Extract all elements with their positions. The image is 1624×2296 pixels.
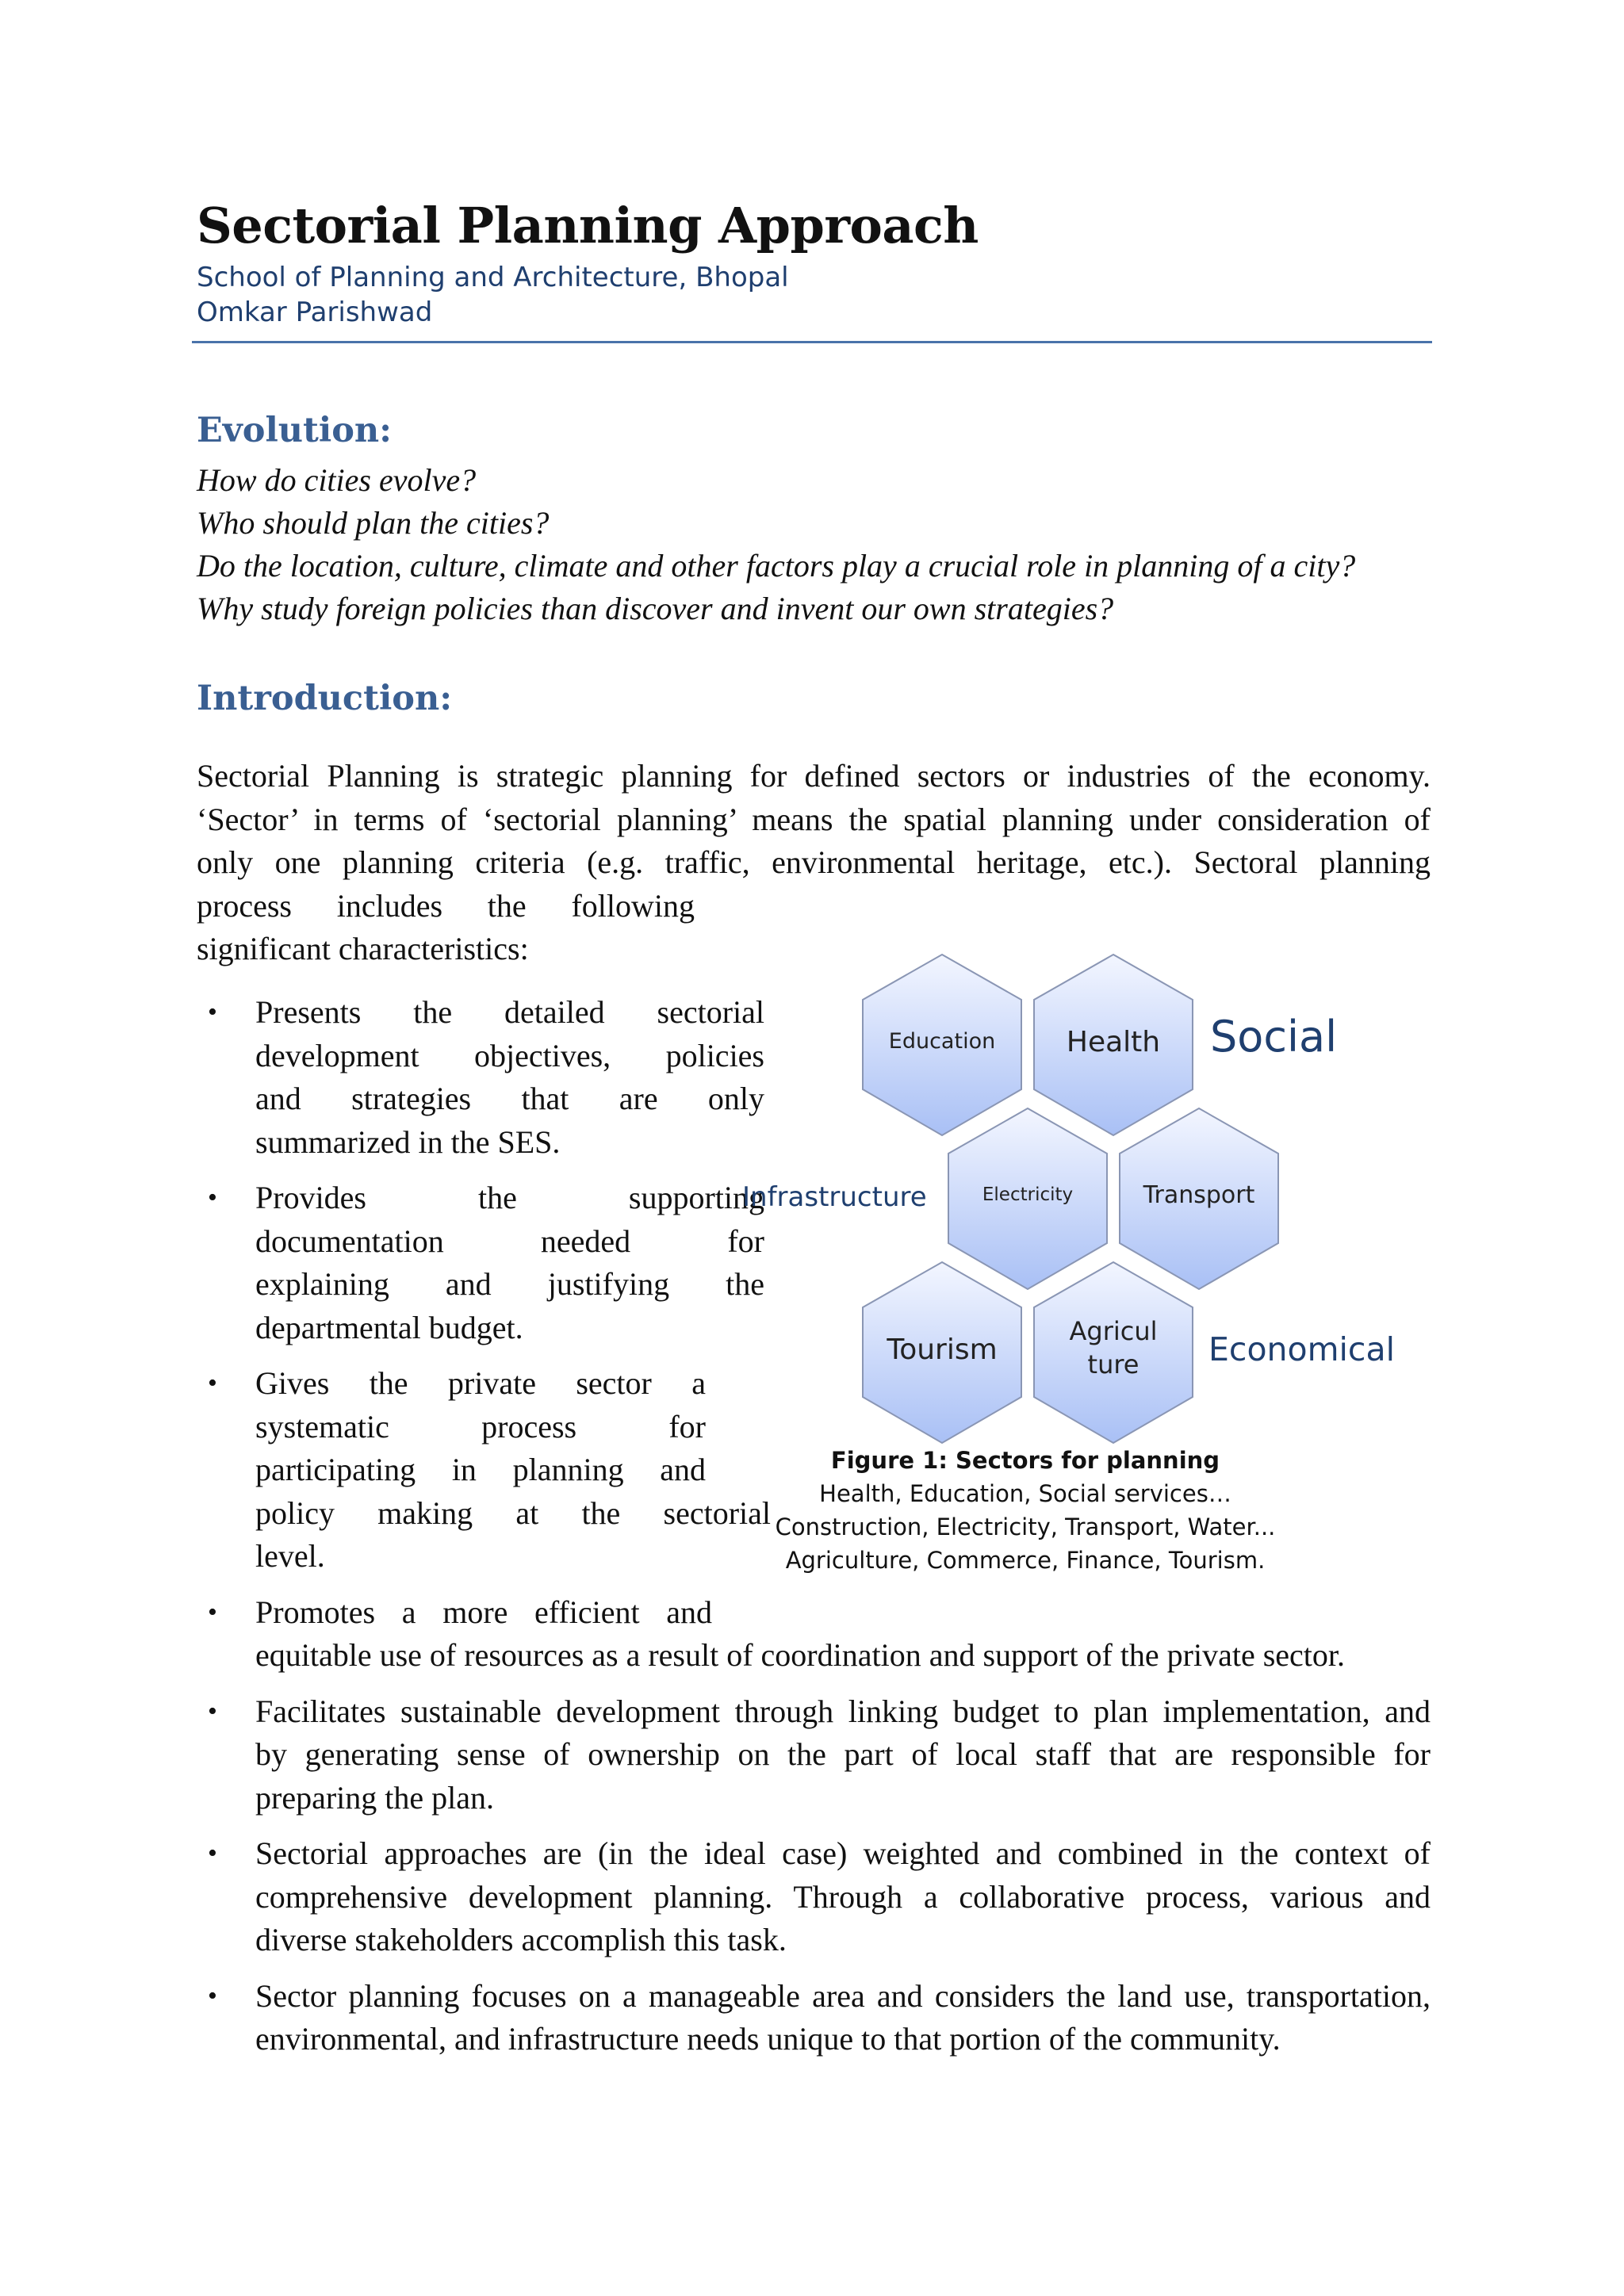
hexagon-label-tourism: Tourism	[887, 1334, 998, 1366]
list-item-line: Gives the private sector a	[255, 1365, 706, 1401]
group-label-social: Social	[1210, 1012, 1338, 1062]
evolution-heading: Evolution:	[197, 411, 393, 450]
institution-line: School of Planning and Architecture, Bhopal	[197, 262, 789, 293]
paragraph-line: only one planning criteria (e.g. traffic, environmental heritage, etc.). Sectoral planning	[197, 844, 1431, 880]
bullet-icon: •	[208, 1183, 217, 1212]
list-item-line: preparing the plan.	[255, 1779, 494, 1816]
evolution-question: How do cities evolve?	[197, 462, 477, 498]
hexagon-label-education: Education	[888, 1029, 996, 1054]
hexagon-label-agriculture: Agricul ture	[1069, 1316, 1158, 1380]
sectors-figure	[742, 947, 1545, 1597]
figure-caption-title: Figure 1: Sectors for planning	[830, 1447, 1220, 1474]
list-item-line: equitable use of resources as a result of coordination and support of the private sector.	[255, 1637, 1346, 1673]
list-item-line: policy making at the sectorial	[255, 1494, 771, 1531]
list-item-line: departmental budget.	[255, 1309, 523, 1345]
list-item	[197, 1690, 1431, 1820]
bullet-icon: •	[208, 997, 217, 1027]
list-item-line: by generating sense of ownership on the part of local staff that are responsible for	[255, 1736, 1431, 1772]
introduction-paragraph	[197, 755, 1431, 971]
list-item-line: and strategies that are only	[255, 1081, 764, 1116]
list-item	[197, 1591, 1431, 1678]
list-item-line: comprehensive development planning. Through a collaborative process, various and	[255, 1878, 1431, 1915]
figure-caption-line: Construction, Electricity, Transport, Water...	[775, 1513, 1276, 1540]
list-item-line: Sectorial approaches are (in the ideal case) weighted and combined in the context of	[255, 1835, 1431, 1871]
list-item-line: systematic process for	[255, 1408, 706, 1445]
paragraph-line: significant characteristics:	[197, 931, 529, 966]
list-item	[197, 991, 764, 1164]
evolution-question: Why study foreign policies than discover and invent our own strategies?	[197, 591, 1114, 626]
hexagon-label-transport: Transport	[1143, 1181, 1255, 1209]
group-label-infrastructure: Infrastructure	[742, 1181, 927, 1213]
paragraph-line: process includes the following	[197, 887, 695, 924]
list-item-line: development objectives, policies	[255, 1037, 764, 1073]
group-label-economical: Economical	[1208, 1330, 1395, 1368]
list-item-line: Facilitates sustainable development through linking budget to plan implementation, and	[255, 1693, 1431, 1729]
list-item-line: summarized in the SES.	[255, 1123, 561, 1160]
header-rule	[192, 341, 1432, 343]
list-item	[197, 1832, 1431, 1962]
list-item-line: Promotes a more efficient and	[255, 1594, 712, 1630]
paragraph-line: Sectorial Planning is strategic planning for defined sectors or industries of the economy.	[197, 758, 1431, 794]
evolution-question: Who should plan the cities?	[197, 505, 550, 541]
list-item	[197, 1177, 764, 1349]
figure-caption-line: Health, Education, Social services…	[819, 1480, 1231, 1507]
bullet-icon: •	[208, 1980, 217, 2011]
list-item-line: diverse stakeholders accomplish this task.	[255, 1922, 787, 1957]
introduction-heading: Introduction:	[197, 679, 453, 718]
list-item-line: explaining and justifying the	[255, 1266, 764, 1302]
evolution-question: Do the location, culture, climate and other factors play a crucial role in planning of a city?	[197, 548, 1356, 584]
list-item-line: Sector planning focuses on a manageable area and considers the land use, transportation,	[255, 1977, 1431, 2014]
document-title: Sectorial Planning Approach	[197, 197, 979, 254]
list-item-line: level.	[255, 1538, 325, 1574]
list-item-line: environmental, and infrastructure needs unique to that portion of the community.	[255, 2021, 1281, 2057]
list-item	[197, 1975, 1431, 2061]
bullet-icon: •	[208, 1839, 217, 1868]
bullet-icon: •	[208, 1696, 217, 1726]
author-line: Omkar Parishwad	[197, 297, 433, 328]
paragraph-line: ‘Sector’ in terms of ‘sectorial planning’ means the spatial planning under consideration of	[197, 801, 1431, 837]
list-item-line: Provides the supporting	[255, 1180, 764, 1215]
bullet-icon: •	[208, 1597, 217, 1627]
hexagon-label-electricity: Electricity	[982, 1184, 1074, 1205]
list-item-line: Presents the detailed sectorial	[255, 994, 764, 1030]
list-item-line: documentation needed for	[255, 1223, 764, 1259]
hexagon-label-health: Health	[1066, 1026, 1161, 1058]
list-item-line: participating in planning and	[255, 1452, 706, 1487]
bullet-icon: •	[208, 1368, 217, 1398]
figure-caption-line: Agriculture, Commerce, Finance, Tourism.	[785, 1547, 1266, 1574]
